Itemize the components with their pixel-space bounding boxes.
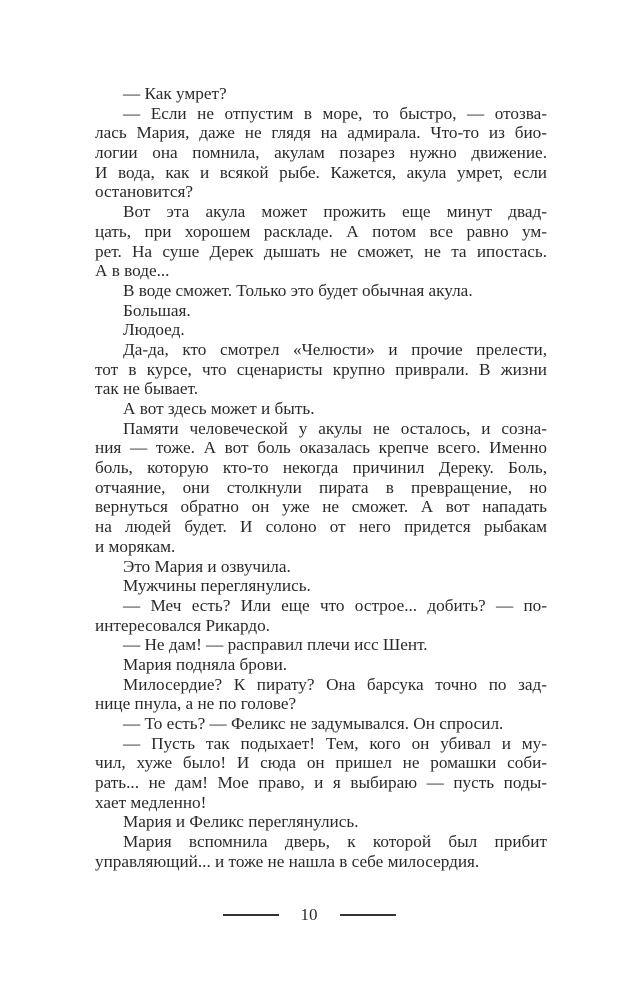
text-line: Это Мария и озвучила. [123, 556, 291, 576]
text-line: рет. На суше Дерек дышать не сможет, не та ипостась. [95, 241, 547, 261]
text-line: Милосердие? К пирату? Она барсука точно по зад- [123, 674, 547, 694]
text-line: Людоед. [123, 320, 185, 340]
paragraph [95, 104, 547, 202]
text-line: — Меч есть? Или еще что острое... добить? — по- [123, 595, 547, 615]
text-line: А вот здесь может и быть. [123, 399, 315, 418]
paragraph [95, 832, 547, 871]
text-line: отчаяние, они столкнули пирата в превращение, но [95, 477, 547, 497]
paragraph [95, 84, 547, 104]
text-line: Вот эта акула может прожить еще минут двад- [123, 202, 547, 222]
text-line: — Как умрет? [123, 84, 227, 103]
paragraph [95, 734, 547, 813]
page-footer [0, 905, 618, 925]
paragraph [95, 320, 547, 340]
text-line: — То есть? — Феликс не задумывался. Он спросил. [123, 714, 504, 733]
text-line: — Если не отпустим в море, то быстро, — отозва- [123, 103, 547, 123]
paragraph [95, 675, 547, 714]
text-line: на людей будет. И солоно от него придется рыбакам [95, 517, 547, 537]
text-line: логии она помнила, акулам позарез нужно движение. [95, 143, 547, 163]
text-line: ния — тоже. А вот боль оказалась крепче всего. Именно [95, 438, 547, 458]
page-number: 10 [300, 905, 318, 924]
paragraph [95, 655, 547, 675]
text-line: вернуться обратно он уже не сможет. А вот нападать [95, 497, 547, 517]
text-line: — Не дам! — расправил плечи исс Шент. [123, 635, 428, 655]
text-line: И вода, как и всякой рыбе. Кажется, акула умрет, если [95, 162, 547, 182]
text-line: Да-да, кто смотрел «Челюсти» и прочие прелести, [123, 339, 547, 359]
text-line: управляющий... и тоже не нашла в себе милосердия. [95, 851, 480, 871]
text-line: Большая. [123, 300, 191, 320]
text-line: Мария и Феликс переглянулись. [123, 812, 359, 832]
text-line: хает медленно! [95, 792, 207, 812]
paragraph [95, 340, 547, 399]
paragraph [95, 714, 547, 734]
text-line: А в воде... [95, 261, 170, 281]
text-line: цать, при хорошем раскладе. А потом все равно ум- [95, 221, 547, 241]
text-line: лась Мария, даже не глядя на адмирала. Что-то из био- [95, 123, 547, 143]
text-line: боль, которую кто-то некогда причинил Дереку. Боль, [95, 458, 547, 478]
paragraph [95, 301, 547, 321]
footer-rule-right [340, 914, 396, 916]
text-line: Мария вспомнила дверь, к которой был прибит [123, 832, 547, 852]
paragraph [95, 812, 547, 832]
text-line: интересовался Рикардо. [95, 615, 270, 635]
paragraph [95, 419, 547, 557]
text-line: так не бывает. [95, 379, 199, 399]
text-line: и морякам. [95, 536, 176, 556]
text-line: — Пусть так подыхает! Тем, кого он убивал и му- [123, 733, 547, 753]
paragraph [95, 635, 547, 655]
text-line: остановится? [95, 182, 193, 202]
paragraph [95, 576, 547, 596]
footer-rule-left [223, 914, 279, 916]
paragraph [95, 202, 547, 281]
text-line: Памяти человеческой у акулы не осталось, и созна- [123, 418, 547, 438]
text-line: тот в курсе, что сценаристы крупно приврали. В жизни [95, 359, 547, 379]
text-line: рать... не дам! Мое право, и я выбираю — пусть поды- [95, 773, 547, 793]
text-line: чил, хуже было! И сюда он пришел не ромашки соби- [95, 753, 547, 773]
paragraph [95, 596, 547, 635]
text-line: Мария подняла брови. [123, 654, 288, 674]
paragraph [95, 557, 547, 577]
page-body-text [95, 84, 547, 872]
text-line: В воде сможет. Только это будет обычная акула. [123, 280, 473, 300]
text-line: нице пнула, а не по голове? [95, 694, 297, 714]
paragraph [95, 281, 547, 301]
paragraph [95, 399, 547, 419]
text-line: Мужчины переглянулись. [123, 576, 311, 596]
